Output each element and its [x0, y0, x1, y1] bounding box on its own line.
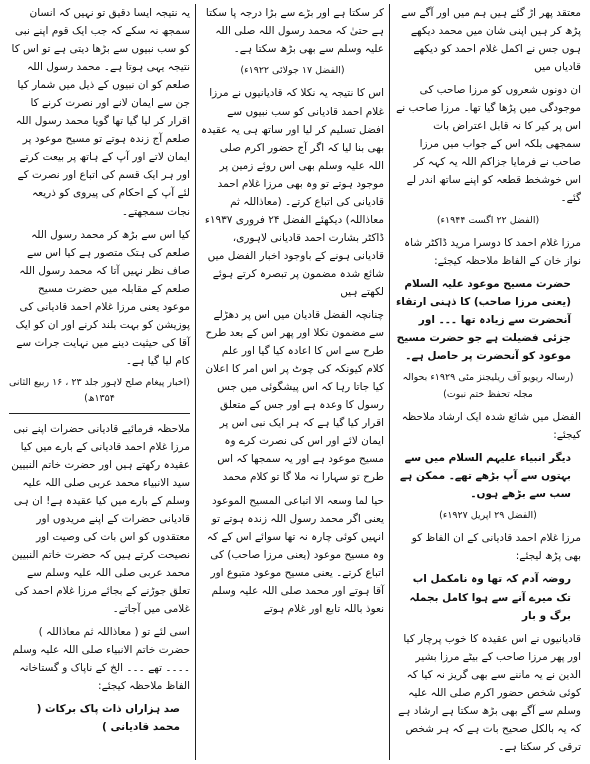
paragraph: اسی لئے تو ( معاذاللہ ثم معاذاللہ ) حضرت خاتم الانبیاء صلی اللہ علیہ وسلم ۔۔۔۔ تھے ۔۔۔ الخ کے ناپاک و گستاخانہ الفاظ ملاحظہ کیجئے:: [12, 626, 190, 693]
reference-line: (اخبار پیغام صلح لاہور جلد ۲۳ ، ۱۶ ربیع الثانی ۱۳۵۴ھ): [9, 376, 190, 405]
paragraph: اس کا نتیجہ یہ نکلا کہ قادیانیوں نے مرزا غلام احمد قادیانی کو سب نبیوں سے افضل تسلیم کر لیا اور ساتھ ہی یہ عقیدہ بھی بنا لیا کہ اگر آج حضور اکرم صلی اللہ علیہ وسلم بھی اس روئے زمین پر موجود ہوتے تو وہ بھی مرزا غلام احمد قادیانی کی اتباع کرتے۔ (معاذاللہ ثم معاذاللہ) دیکھئے الفضل ۲۴ فروری ۱۹۳۷ء ڈاکٹر بشارت احمد قادیانی لاہوری، قادیانی ہونے کے باوجود اخبار الفضل میں شائع شدہ مضمون پر تبصرہ کرتے ہوئے لکھتے ہیں: [201, 87, 384, 298]
paragraph: ان دونوں شعروں کو مرزا صاحب کی موجودگی میں پڑھا گیا تھا۔ مرزا صاحب نے اس پر کیر کا نہ قابل اعتراض بات سمجھی بلکہ اس کے جواب میں مرزا صاحب نے فرمایا جزاکم اللہ یہ کہہ کر اس خوشخط قطعہ کو اپنے ساتھ اندر لے گئے۔: [396, 84, 581, 205]
column-middle: [196, 4, 390, 760]
column-left: [4, 4, 196, 760]
quotation: دیگر انبیاء علیہم السلام میں سے بہتوں سے آپ بڑھے تھے۔ ممکن ہے سب سے بڑھے ہوں۔: [400, 451, 571, 501]
paragraph: مرزا غلام احمد قادیانی کے ان الفاظ کو بھی پڑھ لیجئے:: [411, 532, 581, 563]
quotation: روضہ آدم کہ تھا وہ نامکمل اب تک میرے آنے سے ہوا کامل بجملہ برگ و بار: [409, 573, 571, 622]
paragraph: حیا لما وسعہ الا اتباعی المسیح الموعود یعنی اگر محمد رسول اللہ زندہ ہوتے تو انہیں کوئی چارہ نہ تھا سوائے اس کے کہ وہ مسیح موعود (یعنی مرزا صاحب) کی اتباع کرتے۔ یعنی مسیح موعود متبوع اور آقا ہوتے اور محمد صلی اللہ علیہ وسلم نعوذ باللہ تابع اور غلام ہوتے: [206, 494, 384, 615]
paragraph: الفضل میں شائع شدہ ایک ارشاد ملاحظہ کیجئے:: [401, 410, 581, 441]
quotation: حضرت مسیح موعود علیہ السلام (یعنی مرزا صاحب) کا ذہنی ارتقاء آنحضرت سے زیادہ تھا ۔۔۔ اور جزئی فضیلت ہے جو حضرت مسیح موعود کو آنحضرت پر حاصل ہے۔: [395, 277, 571, 363]
reference-line: (رسالہ ریویو آف ریلیجنز مئی ۱۹۲۹ء بحوالہ مجلہ تحفظ ختم نبوت): [402, 372, 574, 400]
quotation: صد ہزاراں ذات پاک برکات ( محمد قادیانی ): [36, 703, 180, 734]
reference-line: (الفضل ۱۷ جولائی ۱۹۲۲ء): [240, 65, 345, 77]
reference-line: (الفضل ۲۹ اپریل ۱۹۲۷ء): [439, 510, 537, 522]
reference-line: (الفضل ۲۲ اگست ۱۹۴۴ء): [436, 214, 540, 226]
paragraph: ملاحظہ فرمائیے قادیانی حضرات اپنے نبی مرزا غلام احمد قادیانی کے بارے میں کیا عقیدہ رکھتے ہیں اور حضرت خاتم النبیین سید الانبیاء محمد عربی صلی اللہ علیہ وسلم کے بارے میں کیا عقیدہ ہے! ان ہی قادیانی حضرات کے اپنے مریدوں اور معتقدوں کو اس بات کی وصیت اور نصیحت کرتے ہیں کہ حضرت خاتم النبیین محمد عربی صلی اللہ علیہ وسلم سے تعلق جوڑنے کے بجائے مرزا غلام احمد کی غلامی میں آجاتے۔: [11, 422, 190, 616]
paragraph: معتقد پھر اڑ گئے ہیں ہم میں اور آگے سے پڑھ کر ہیں اپنی شان میں محمد دیکھے ہوں جس نے اکمل غلام احمد کو دیکھے قادیاں میں: [401, 7, 581, 74]
paragraph: چنانچہ الفضل قادیان میں اس پر دھڑلے سے مضمون نکلا اور پھر اس کے بعد طرح طرح سے اس کا اعادہ کیا گیا اور علم کلام کیونکہ کی چوٹ پر اس امر کا اعلان کیا جاتا رہا کہ اس پیشگوئی میں جس رسول کا وعدہ ہے اور جس کے متعلق اقرار کیا گیا ہے کہ ہر ایک نبی اس پر ایمان لائے اور اس کی نصرت کرے وہ مسیح موعود ہے اور یہ سمجھا کہ اس طرح تو سہارا نہ ملا گا تو کلام محمد: [205, 309, 384, 484]
paragraph: قادیانیوں نے اس عقیدہ کا خوب پرچار کیا اور پھر مرزا صاحب کے بیٹے مرزا بشیر الدین نے یہ ماننے سے بھی گریز نہ کیا کہ کوئی شخص حضور اکرم صلی اللہ علیہ وسلم سے آگے بھی بڑھ سکتا ہے ارشاد ہے کہ یہ بالکل صحیح بات ہے کہ ہر شخص ترقی کر سکتا ہے۔: [398, 632, 581, 753]
column-right: [390, 4, 586, 760]
paragraph: کیا اس سے بڑھ کر محمد رسول اللہ صلعم کی ہتک متصور ہے کیا اس سے صاف نظر نہیں آتا کہ محمد رسول اللہ صلعم کے مقابلہ میں حضرت مسیح موعود یعنی مرزا غلام احمد قادیانی کی پوزیشن کو بہت بلند کرنے اور ان کو ایک آقا کی حیثیت دینے میں نہایت جرات سے کام لیا گیا ہے۔: [15, 228, 190, 367]
column-divider: [9, 413, 190, 414]
paragraph: مرزا غلام احمد کا دوسرا مرید ڈاکٹر شاہ نواز خان کے الفاظ ملاحظہ کیجئے:: [403, 236, 581, 267]
paragraph: کر سکتا ہے اور بڑے سے بڑا درجہ پا سکتا ہے حتیٰ کہ محمد رسول اللہ صلی اللہ علیہ وسلم سے بھی بڑھ سکتا ہے۔: [205, 7, 384, 56]
paragraph: یہ نتیجہ ایسا دقیق تو نہیں کہ انسان سمجھ نہ سکے کہ جب ایک قوم اپنے نبی کو سب نبیوں سے بڑھا دیتی ہے تو اس کا نتیجہ یہی ہوتا ہے۔ محمد رسول اللہ صلعم کو ان نبیوں کے ذیل میں شمار کیا جن سے ایمان لانے اور نصرت کرنے کا اقرار کر لیا گیا تھا گویا محمد رسول اللہ صلعم آج زندہ ہوتے تو مسیح موعود پر ایمان لاتے اور آپ کے ہاتھ پر بیعت کرتے اور ہر ایک قسم کی اتباع اور نصرت کے لئے آپ کے احکام کی پیروی کو ذریعہ نجات سمجھتے۔: [11, 7, 190, 218]
